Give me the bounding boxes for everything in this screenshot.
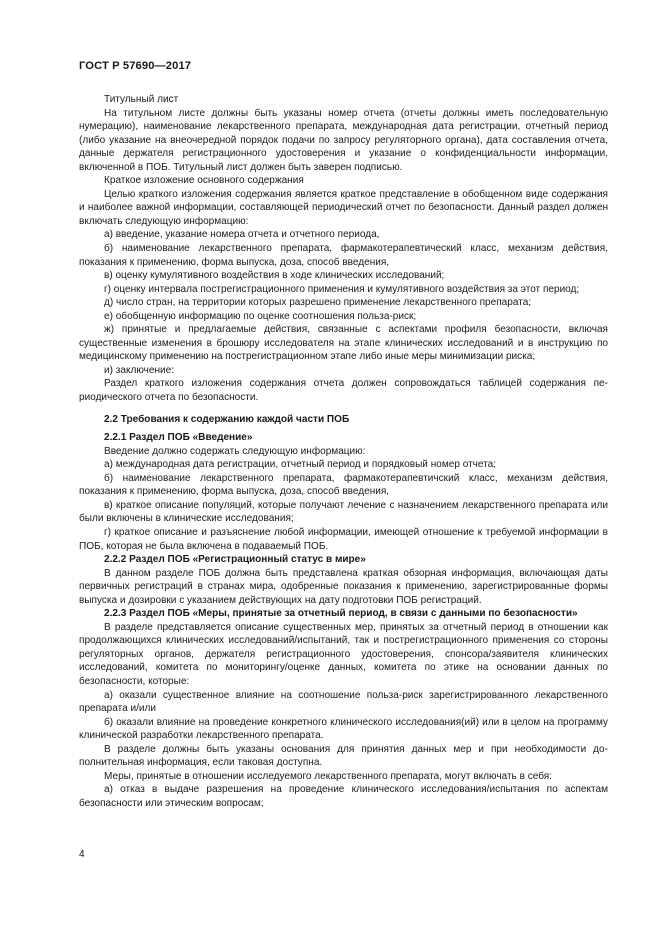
- paragraph: а) оказали существенное влияние на соотношение польза-риск зарегистрированного лекарственного препарата и/или: [79, 689, 608, 715]
- paragraph: б) наименование лекарственного препарата, фармакотерапевтический класс, механизм действия, показания к применению, форма выпуска, доза, способ введения,: [79, 243, 608, 268]
- paragraph: На титульном листе должны быть указаны номер отчета (отчеты должны иметь последовательную нумерацию), наименование лекарственного препарата, международная дата регистрации, отчетный период (либо указание на внеочередной порядок подачи по запросу регуляторного органа), дата составления отчета, данные держателя регистрационного удостоверения и указание о конфиденциальности информации, включенной в ПОБ. Титульный лист должен быть заверен подписью.: [79, 107, 608, 173]
- paragraph: б) наименование лекарственного препарата, фармакотерапевтичский класс, механизм действия, показания к применению, форма выпуска, доза, способ введения,: [79, 472, 608, 498]
- paragraph: в) оценку кумулятивного воздействия в ходе клинических исследований;: [104, 270, 445, 282]
- page-number: 4: [79, 849, 85, 860]
- document-body: [79, 93, 608, 810]
- paragraph: д) число стран, на территории которых разрешено применение лекарственного препарата;: [104, 297, 532, 309]
- paragraph: е) обобщенную информацию по оценке соотношения польза-риск;: [104, 310, 417, 322]
- section-heading: 2.2.2 Раздел ПОБ «Регистрационный статус в мире»: [104, 554, 366, 566]
- paragraph: Краткое изложение основного содержания: [104, 175, 304, 187]
- section-heading: 2.2.3 Раздел ПОБ «Меры, принятые за отчетный период, в связи с данными по безопасности»: [104, 608, 578, 620]
- paragraph: г) оценку интервала пострегистрационного применения и кумулятивного воздействия за этот период;: [104, 283, 580, 295]
- paragraph: В разделе должны быть указаны основания для принятия данных мер и при необходимости дополнительная информация, если таковая доступна.: [79, 743, 608, 769]
- paragraph: г) краткое описание и разъяснение любой информации, имеющей отношение к требуемой информации в ПОБ, которая не была включена в подаваемый ПОБ.: [79, 526, 608, 552]
- paragraph: Меры, принятые в отношении исследуемого лекарственного препарата, могут включать в себя:: [104, 770, 552, 782]
- paragraph: ж) принятые и предлагаемые действия, связанные с аспектами профиля безопасности, включая существенные изменения в брошюру исследователя на этапе клинических исследований и в инструкцию по медицинскому применению на пострегистрационном этапе либо иные меры минимизации риска;: [79, 324, 608, 363]
- paragraph: Введение должно содержать следующую информацию:: [104, 445, 366, 457]
- paragraph-spacer: [79, 405, 608, 413]
- section-heading: 2.2.1 Раздел ПОБ «Введение»: [104, 432, 253, 444]
- paragraph: В разделе представляется описание существенных мер, принятых за отчетный период в отношении как продолжающихся клинических исследований/испытаний, так и пострегистрационного применения со стороны регуляторных органов, держателя регистрационного удостоверения, спонсора/заявителя клинических исследований, комитета по мониторингу/оценке данных, комитета по этике на основании данных по безопасности, которые:: [79, 621, 608, 687]
- paragraph: Титульный лист: [104, 94, 179, 105]
- paragraph: и) заключение:: [104, 364, 174, 376]
- paragraph: а) отказ в выдаче разрешения на проведение клинического исследования/испытания по аспектам безопасности или этическим вопросам;: [79, 784, 608, 809]
- paragraph: В данном разделе ПОБ должна быть представлена краткая обзорная информация, включающая даты первичных регистраций в странах мира, одобренные показания к применению, зарегистрированные формы выпуска и дозировки с указанием действующих на дату подготовки ПОБ регистраций.: [79, 567, 608, 606]
- document-header: ГОСТ Р 57690—2017: [79, 60, 192, 72]
- paragraph: Целью краткого изложения содержания является краткое представление в обобщенном виде содержания и наиболее важной информации, составляющей периодический отчет по безопасности. Данный раздел должен включать следующую информацию:: [79, 188, 608, 227]
- paragraph: а) введение, указание номера отчета и отчетного периода,: [104, 229, 380, 241]
- paragraph: в) краткое описание популяций, которые получают лечение с назначением лекарственного препарата или были включены в клинические исследования;: [79, 499, 608, 525]
- paragraph: а) международная дата регистрации, отчетный период и порядковый номер отчета;: [104, 459, 497, 471]
- section-heading: 2.2 Требования к содержанию каждой части ПОБ: [104, 413, 350, 425]
- paragraph: Раздел краткого изложения содержания отчета должен сопровождаться таблицей содержания периодического отчета по безопасности.: [79, 378, 608, 404]
- paragraph: б) оказали влияние на проведение конкретного клинического исследования(ий) или в целом на программу клинической разработки лекарственного препарата.: [79, 716, 608, 742]
